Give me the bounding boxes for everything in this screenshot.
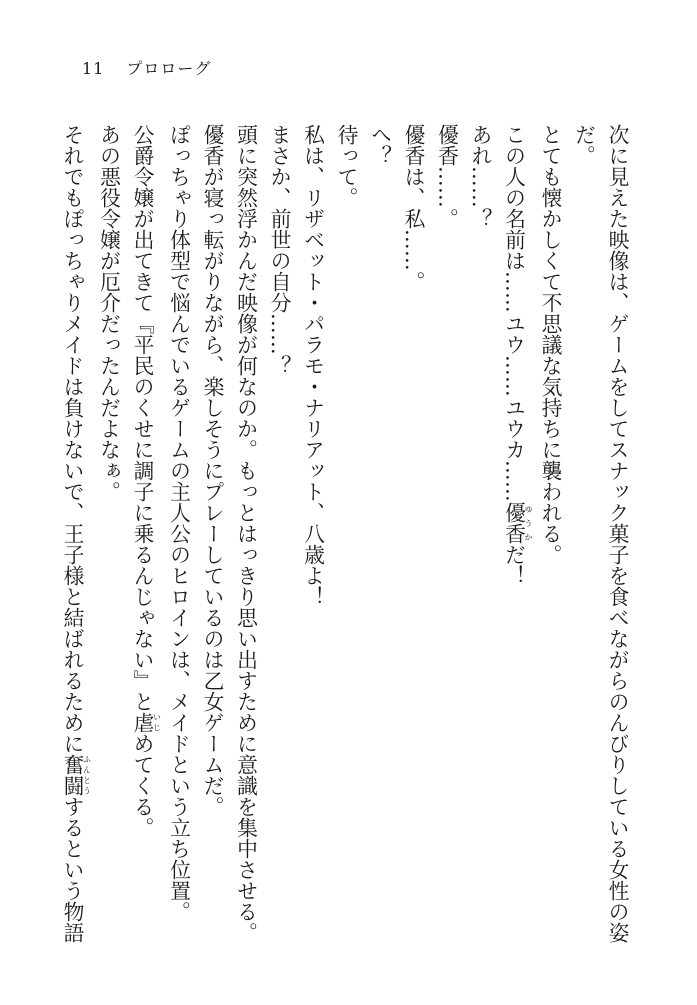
text-line: まさか、前世の自分……？ [267, 124, 291, 376]
text-line: 私は、リザベット・パラモ・ナリアット、八歳よ！ [300, 124, 325, 607]
text-line: 待って。 [334, 124, 358, 208]
furigana: 虐いじ [130, 712, 162, 733]
text-line: ぽっちゃり体型で悩んでいるゲームの主人公のヒロインは、メイドという立ち位置。 [166, 124, 191, 922]
text-line: 頭に突然浮かんだ映像が何なのか。もっとはっきり思い出すために意識を集中させる。 [233, 124, 258, 943]
furigana: 奮闘ふんとう [60, 754, 92, 796]
text-line: 優香……。 [434, 124, 459, 229]
page-number: 11 [82, 59, 105, 78]
running-head [82, 56, 211, 79]
chapter-title: プロローグ [126, 59, 212, 78]
body-text [55, 124, 634, 954]
text-line: 公爵令嬢が出てきて『平民のくせに調子に乗るんじゃない』と虐いじめてくる。 [130, 124, 162, 838]
text-line: 次に見えた映像は、ゲームをしてスナック菓子を食べながらのんびりしている女性の姿 [605, 124, 629, 943]
text-line: それでもぽっちゃりメイドは負けないで、王子様と結ばれるために奮闘ふんとうするという物語 [60, 124, 92, 943]
text-line: とても懐かしくて不思議な気持ちに襲われる。 [538, 124, 562, 565]
text-line: あれ……？ [468, 124, 492, 229]
text-line: 優香が寝っ転がりながら、楽しそうにプレーしているのは乙女ゲームだ。 [200, 124, 224, 817]
text-line: だ。 [571, 124, 596, 166]
text-line: この人の名前は……ユウ……ユウカ……優香ゆうかだ！ [501, 124, 533, 586]
text-line: あの悪役令嬢が厄介だったんだよなぁ。 [96, 124, 121, 502]
text-line: 優香は、私……。 [401, 124, 425, 292]
furigana: 優香ゆうか [501, 501, 533, 544]
text-line: へ？ [367, 124, 392, 166]
